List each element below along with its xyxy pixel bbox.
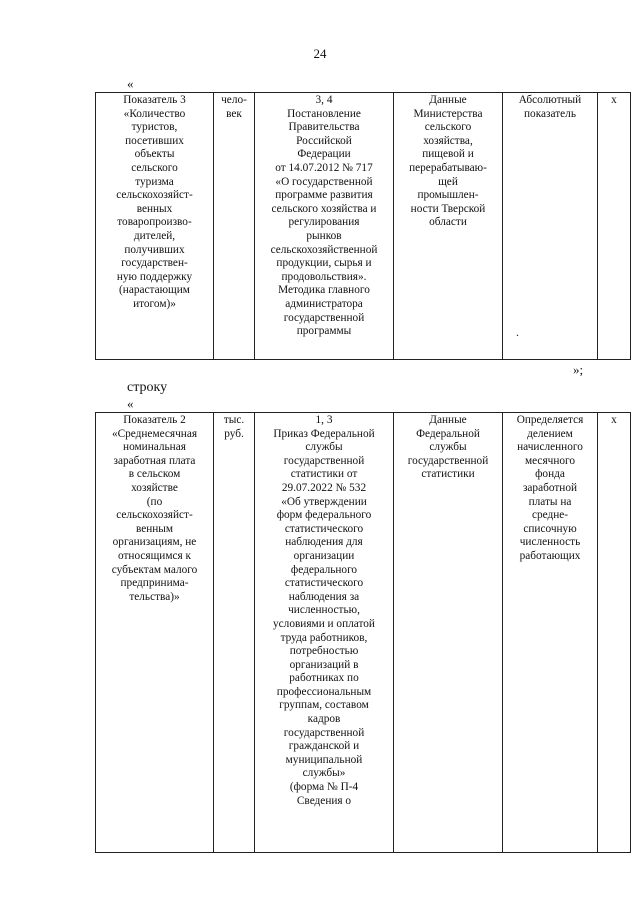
cell-line: потребностью bbox=[289, 645, 359, 658]
closing-quote: »; bbox=[573, 362, 584, 377]
cell-line: государственной bbox=[283, 454, 365, 467]
cell-line: условиями и оплатой bbox=[273, 617, 375, 630]
cell-line: товаропроизво- bbox=[117, 216, 192, 229]
cell-line: Данные bbox=[429, 94, 467, 106]
cell-line: службы bbox=[305, 441, 343, 454]
basis-cell bbox=[255, 413, 394, 853]
cell-line: работниках по bbox=[289, 672, 359, 685]
row-word: строку bbox=[127, 380, 168, 395]
cell-line: группам, составом bbox=[279, 699, 369, 712]
unit-cell bbox=[214, 93, 255, 360]
cell-line: службы bbox=[429, 441, 467, 454]
cell-line: программе развития bbox=[275, 189, 373, 202]
opening-quote-2: « bbox=[127, 396, 134, 411]
source-cell bbox=[394, 413, 503, 853]
cell-line: статистики bbox=[421, 468, 475, 481]
stray-dot: . bbox=[516, 325, 519, 339]
cell-line: продовольствия». bbox=[281, 270, 367, 283]
indicator-cell bbox=[96, 413, 214, 853]
cell-line: списочную bbox=[523, 522, 577, 535]
cell-line: начисленного bbox=[517, 441, 583, 454]
indicator-table-1 bbox=[95, 92, 631, 360]
cell-line: ности Тверской bbox=[410, 202, 486, 215]
indicator-table-2 bbox=[95, 412, 631, 853]
cell-line: Сведения о bbox=[296, 794, 352, 807]
cell-line: федерального bbox=[290, 563, 358, 576]
cell-line: Федеральной bbox=[416, 427, 480, 440]
cell-line: численность bbox=[519, 536, 581, 549]
cell-line: профессиональным bbox=[276, 685, 372, 698]
cell-line: объекты bbox=[134, 148, 175, 161]
cell-line: Российской bbox=[296, 134, 352, 147]
cell-line: «О государственной bbox=[275, 175, 373, 188]
cell-line: государствен- bbox=[121, 257, 188, 270]
cell-line: наблюдения за bbox=[288, 590, 360, 603]
cell-line: 3, 4 bbox=[315, 94, 333, 106]
cell-line: итогом)» bbox=[133, 297, 176, 310]
cell-line: пищевой и bbox=[422, 148, 474, 161]
cell-line: сельскохозяйст- bbox=[116, 189, 193, 202]
cell-line: «Количество bbox=[123, 107, 186, 120]
cell-line: организации bbox=[293, 549, 355, 562]
cell-line: промышлен- bbox=[417, 189, 479, 202]
cell-line: Правительства bbox=[288, 121, 360, 134]
cell-line: «Об утверждении bbox=[281, 495, 367, 508]
cell-line: Приказ Федеральной bbox=[273, 427, 375, 440]
cell-line: статистического bbox=[284, 522, 364, 535]
cell-line: муниципальной bbox=[285, 753, 363, 766]
cell-line: регулирования bbox=[288, 216, 360, 229]
unit-cell bbox=[214, 413, 255, 853]
cell-line: организациям, не bbox=[112, 536, 197, 549]
cell-line: фонда bbox=[535, 468, 565, 481]
cell-line: 29.07.2022 № 532 bbox=[281, 481, 367, 494]
cell-line: субъектам малого bbox=[111, 563, 198, 576]
cell-line: средне- bbox=[531, 509, 569, 522]
cell-line: тыс. bbox=[223, 414, 245, 426]
cell-line: кадров bbox=[307, 713, 341, 726]
cell-line: Федерации bbox=[297, 148, 351, 161]
cell-line: Методика главного bbox=[278, 284, 370, 297]
table-row bbox=[96, 413, 631, 853]
cell-line: тельства)» bbox=[129, 590, 180, 603]
mark-cell bbox=[598, 93, 631, 360]
mark-cell bbox=[598, 413, 631, 853]
cell-line: статистического bbox=[284, 577, 364, 590]
cell-line: сельскохозяйственной bbox=[270, 243, 378, 256]
cell-line: Определяется bbox=[516, 414, 584, 426]
cell-line: Постановление bbox=[287, 107, 361, 120]
cell-line: венным bbox=[135, 522, 174, 535]
cell-line: хозяйства, bbox=[423, 134, 473, 147]
cell-line: численностью, bbox=[288, 604, 360, 617]
cell-line: (нарастающим bbox=[119, 284, 190, 297]
cell-line: 1, 3 bbox=[315, 414, 333, 426]
cell-line: платы на bbox=[528, 495, 572, 508]
cell-line: сельскохозяйст- bbox=[116, 509, 193, 522]
cell-line: предпринима- bbox=[120, 577, 189, 590]
cell-line: «Среднемесячная bbox=[111, 427, 198, 440]
cell-line: Министерства bbox=[413, 107, 483, 120]
cell-line: ную поддержку bbox=[116, 270, 193, 283]
cell-line: относящимся к bbox=[117, 549, 192, 562]
cell-line: руб. bbox=[224, 427, 244, 440]
cell-line: статистики от bbox=[290, 468, 358, 481]
cell-line: перерабатываю- bbox=[409, 161, 487, 174]
cell-line: Показатель 2 bbox=[123, 414, 186, 426]
cell-line: наблюдения для bbox=[285, 536, 363, 549]
cell-line: сельского хозяйства и bbox=[271, 202, 377, 215]
mark-text: x bbox=[611, 94, 617, 106]
cell-line: делением bbox=[527, 427, 573, 440]
cell-line: в сельском bbox=[128, 468, 181, 481]
cell-line: государственной bbox=[283, 726, 365, 739]
cell-line: Показатель 3 bbox=[123, 94, 186, 106]
cell-line: администратора bbox=[285, 297, 363, 310]
cell-line: посетивших bbox=[125, 134, 184, 147]
cell-line: Абсолютный bbox=[518, 94, 582, 106]
cell-line: организаций в bbox=[289, 658, 359, 671]
cell-line: чело- bbox=[221, 94, 247, 106]
cell-line: государственной bbox=[407, 454, 489, 467]
method-cell bbox=[503, 413, 598, 853]
cell-line: гражданской и bbox=[288, 740, 360, 753]
cell-line: программы bbox=[296, 325, 352, 338]
cell-line: (по bbox=[146, 495, 163, 508]
opening-quote: « bbox=[127, 76, 134, 91]
cell-line: месячного bbox=[524, 454, 576, 467]
cell-line: туристов, bbox=[131, 121, 178, 134]
cell-line: форм федерального bbox=[276, 509, 372, 522]
method-cell bbox=[503, 93, 598, 360]
cell-line: труда работников, bbox=[280, 631, 368, 644]
cell-line: дителей, bbox=[133, 229, 176, 242]
cell-line: показатель bbox=[524, 107, 576, 120]
cell-line: работающих bbox=[519, 549, 581, 562]
cell-line: области bbox=[429, 216, 467, 229]
source-cell bbox=[394, 93, 503, 360]
cell-line: государственной bbox=[283, 311, 365, 324]
cell-line: век bbox=[226, 107, 242, 120]
cell-line: получивших bbox=[124, 243, 185, 256]
cell-line: Данные bbox=[429, 414, 467, 426]
page-number: 24 bbox=[313, 46, 327, 61]
cell-line: (форма № П-4 bbox=[289, 781, 359, 794]
cell-line: от 14.07.2012 № 717 bbox=[275, 161, 373, 174]
basis-cell bbox=[255, 93, 394, 360]
cell-line: венных bbox=[136, 202, 173, 215]
cell-line: туризма bbox=[135, 175, 174, 188]
indicator-cell bbox=[96, 93, 214, 360]
cell-line: щей bbox=[438, 175, 458, 188]
table-row bbox=[96, 93, 631, 360]
cell-line: хозяйстве bbox=[131, 481, 178, 494]
cell-line: службы» bbox=[302, 767, 346, 780]
cell-line: заработной bbox=[522, 481, 578, 494]
cell-line: продукции, сырья и bbox=[276, 257, 372, 270]
cell-line: сельского bbox=[424, 121, 472, 134]
cell-line: сельского bbox=[131, 161, 178, 174]
cell-line: номинальная bbox=[123, 441, 186, 454]
mark-text: x bbox=[611, 414, 617, 426]
cell-line: заработная плата bbox=[113, 454, 196, 467]
cell-line: рынков bbox=[306, 229, 342, 242]
